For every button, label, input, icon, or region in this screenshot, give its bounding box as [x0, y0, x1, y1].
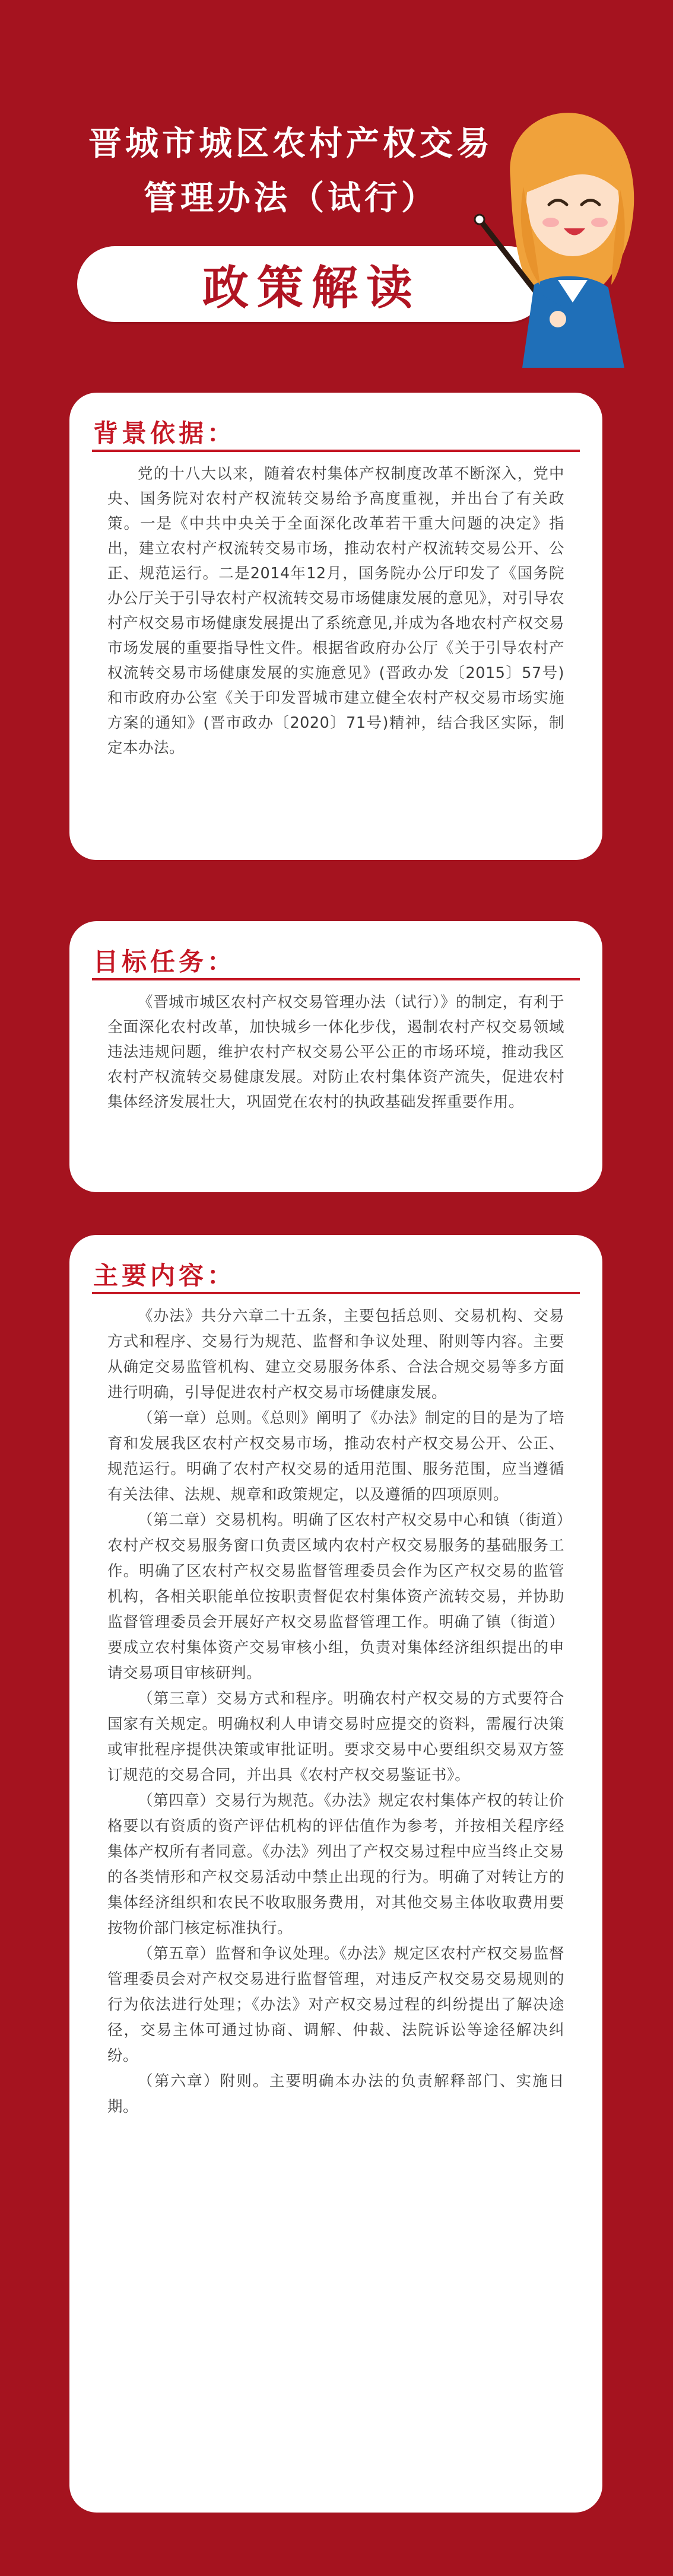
paragraph-chapter-2: （第二章）交易机构。明确了区农村产权交易中心和镇（街道）农村产权交易服务窗口负责区域内农村产权交易服务的基础服务工作。明确了区农村产权交易监督管理委员会作为区产权交易的监管机构，各相关职能单位按职责督促农村集体资产流转交易，并协助监督管理委员会开展好产权交易监督管理工作。明确了镇（街道）要成立农村集体资产交易审核小组，负责对集体经济组织提出的申请交易项目审核研判。 [107, 1511, 564, 1682]
section-header [92, 1256, 580, 1294]
paragraph-chapter-5: （第五章）监督和争议处理。《办法》规定区农村产权交易监督管理委员会对产权交易进行监督管理，对违反产权交易交易规则的行为依法进行处理；《办法》对产权交易过程的纠纷提出了解决途径，交易主体可通过协商、调解、仲裁、法院诉讼等途径解决纠纷。 [107, 1945, 564, 2065]
header [0, 0, 673, 368]
paragraph-chapter-6: （第六章）附则。主要明确本办法的负责解释部门、实施日期。 [107, 2072, 564, 2116]
paragraph-chapter-3: （第三章）交易方式和程序。明确农村产权交易的方式要符合国家有关规定。明确权利人申请交易时应提交的资料，需履行决策或审批程序提供决策或审批证明。要求交易中心要组织交易双方签订规范的交易合同，并出具《农村产权交易鉴证书》。 [107, 1690, 564, 1784]
paragraph: 党的十八大以来，随着农村集体产权制度改革不断深入，党中央、国务院对农村产权流转交易给予高度重视，并出台了有关政策。一是《中共中央关于全面深化改革若干重大问题的决定》指出，建立农村产权流转交易市场，推动农村产权流转交易公开、公正、规范运行。二是2014年12月，国务院办公厅印发了《国务院办公厅关于引导农村产权流转交易市场健康发展的意见》，对引导农村产权交易市场健康发展提出了系统意见,并成为各地农村产权交易市场发展的重要指导性文件。根据省政府办公厅《关于引导农村产权流转交易市场健康发展的实施意见》(晋政办发〔2015〕57号)和市政府办公室《关于印发晋城市建立健全农村产权交易市场实施方案的通知》(晋市政办〔2020〕71号)精神，结合我区实际，制定本办法。 [107, 465, 564, 757]
paragraph-overview: 《办法》共分六章二十五条，主要包括总则、交易机构、交易方式和程序、交易行为规范、监督和争议处理、附则等内容。主要从确定交易监管机构、建立交易服务体系、合法合规交易等多方面进行明确，引导促进农村产权交易市场健康发展。 [107, 1307, 564, 1402]
paragraph-chapter-4: （第四章）交易行为规范。《办法》规定农村集体产权的转让价格要以有资质的资产评估机构的评估值作为参考，并按相关程序经集体产权所有者同意。《办法》列出了产权交易过程中应当终止交易的各类情形和产权交易活动中禁止出现的行为。明确了对转让方的集体经济组织和农民不收取服务费用，对其他交易主体收取费用要按物价部门核定标准执行。 [107, 1792, 564, 1937]
banner-text: 政策解读 [202, 262, 421, 315]
section-card-background [69, 393, 602, 860]
section-title: 主要内容： [93, 1261, 236, 1290]
section-body [107, 990, 564, 1115]
section-card-main-content [69, 1235, 602, 2513]
section-title: 目标任务： [93, 947, 236, 976]
section-title: 背景依据： [93, 419, 236, 448]
section-header [92, 414, 580, 452]
title-line-2: 管理办法（试行） [144, 179, 438, 218]
section-header [92, 942, 580, 980]
section-body [107, 461, 564, 760]
section-card-goals [69, 921, 602, 1192]
paragraph: 《晋城市城区农村产权交易管理办法（试行）》的制定，有利于全面深化农村改革，加快城乡一体化步伐，遏制农村产权交易领域违法违规问题，维护农村产权交易公平公正的市场环境，推动我区农村产权流转交易健康发展。对防止农村集体资产流失，促进农村集体经济发展壮大，巩固党在农村的执政基础发挥重要作用。 [107, 994, 564, 1111]
section-body [107, 1304, 564, 2120]
title-line-1: 晋城市城区农村产权交易 [88, 125, 493, 163]
paragraph-chapter-1: （第一章）总则。《总则》阐明了《办法》制定的目的是为了培育和发展我区农村产权交易市场，推动农村产权交易公开、公正、规范运行。明确了农村产权交易的适用范围、服务范围，应当遵循有关法律、法规、规章和政策规定，以及遵循的四项原则。 [107, 1409, 564, 1504]
cartoon-girl-pointing-illustration [469, 89, 659, 368]
